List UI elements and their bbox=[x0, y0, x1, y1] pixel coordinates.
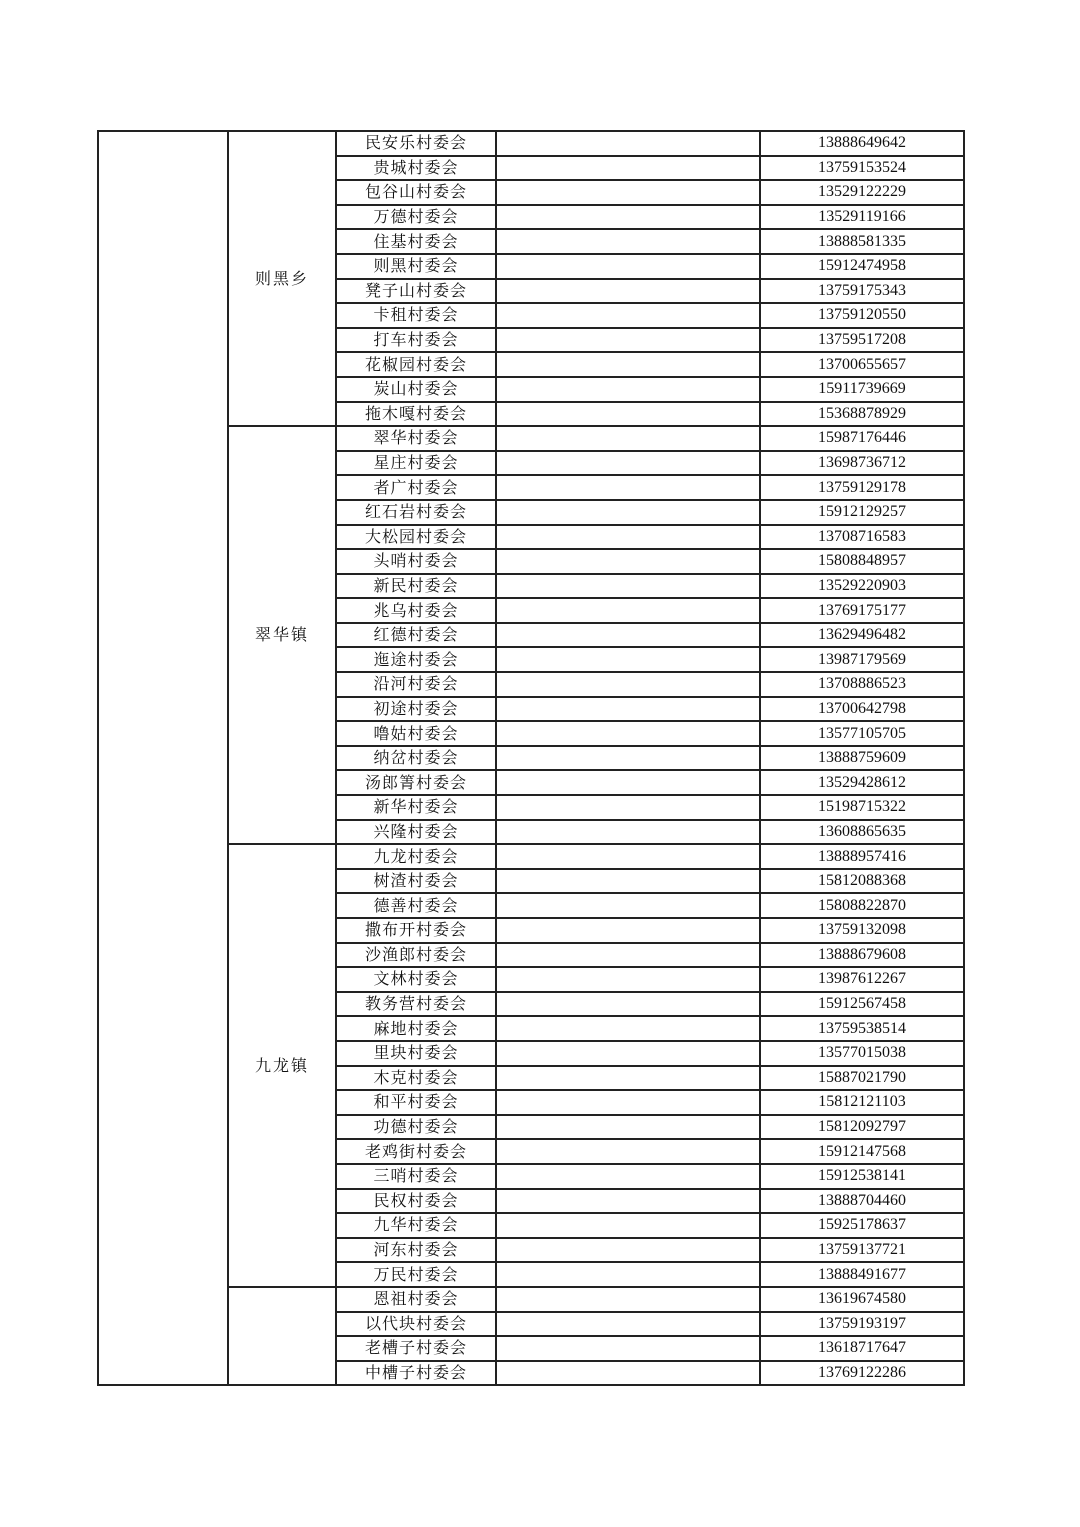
empty-cell bbox=[496, 1016, 760, 1041]
empty-cell bbox=[496, 1164, 760, 1189]
empty-cell bbox=[496, 1213, 760, 1238]
village-name-cell: 星庄村委会 bbox=[336, 451, 496, 476]
village-name-cell: 兆乌村委会 bbox=[336, 598, 496, 623]
phone-number-cell: 13888759609 bbox=[760, 746, 964, 771]
village-name-cell: 老槽子村委会 bbox=[336, 1336, 496, 1361]
village-name-cell: 树渣村委会 bbox=[336, 869, 496, 894]
village-name-cell: 文林村委会 bbox=[336, 967, 496, 992]
empty-cell bbox=[496, 549, 760, 574]
phone-number-cell: 13529428612 bbox=[760, 770, 964, 795]
phone-number-cell: 13759120550 bbox=[760, 303, 964, 328]
village-name-cell: 九华村委会 bbox=[336, 1213, 496, 1238]
empty-cell bbox=[496, 377, 760, 402]
village-name-cell: 包谷山村委会 bbox=[336, 180, 496, 205]
empty-cell bbox=[496, 623, 760, 648]
phone-number-cell: 13619674580 bbox=[760, 1287, 964, 1312]
phone-number-cell: 13629496482 bbox=[760, 623, 964, 648]
village-name-cell: 和平村委会 bbox=[336, 1090, 496, 1115]
township-cell: 则黑乡 bbox=[228, 131, 336, 426]
village-name-cell: 河东村委会 bbox=[336, 1238, 496, 1263]
phone-number-cell: 13759193197 bbox=[760, 1312, 964, 1337]
empty-cell bbox=[496, 795, 760, 820]
village-name-cell: 迤途村委会 bbox=[336, 647, 496, 672]
phone-number-cell: 13888957416 bbox=[760, 844, 964, 869]
village-name-cell: 三哨村委会 bbox=[336, 1164, 496, 1189]
village-contact-table bbox=[97, 130, 965, 1386]
empty-cell bbox=[496, 1090, 760, 1115]
phone-number-cell: 13888679608 bbox=[760, 943, 964, 968]
empty-cell bbox=[496, 352, 760, 377]
village-name-cell: 翠华村委会 bbox=[336, 426, 496, 451]
empty-cell bbox=[496, 1189, 760, 1214]
village-name-cell: 万民村委会 bbox=[336, 1262, 496, 1287]
phone-number-cell: 13759129178 bbox=[760, 475, 964, 500]
empty-cell bbox=[496, 1041, 760, 1066]
phone-number-cell: 15912567458 bbox=[760, 992, 964, 1017]
empty-cell bbox=[496, 1066, 760, 1091]
village-name-cell: 噜姑村委会 bbox=[336, 721, 496, 746]
empty-cell bbox=[496, 1262, 760, 1287]
village-name-cell: 九龙村委会 bbox=[336, 844, 496, 869]
phone-number-cell: 13759153524 bbox=[760, 156, 964, 181]
empty-cell bbox=[496, 229, 760, 254]
township-cell: 九龙镇 bbox=[228, 844, 336, 1287]
empty-cell bbox=[496, 574, 760, 599]
empty-cell bbox=[496, 918, 760, 943]
phone-number-cell: 13888649642 bbox=[760, 131, 964, 156]
phone-number-cell: 15912538141 bbox=[760, 1164, 964, 1189]
empty-cell bbox=[496, 402, 760, 427]
phone-number-cell: 13577105705 bbox=[760, 721, 964, 746]
village-name-cell: 恩祖村委会 bbox=[336, 1287, 496, 1312]
table-row bbox=[98, 844, 964, 869]
phone-number-cell: 15887021790 bbox=[760, 1066, 964, 1091]
empty-cell bbox=[496, 647, 760, 672]
village-name-cell: 沙渔郎村委会 bbox=[336, 943, 496, 968]
phone-number-cell: 13769175177 bbox=[760, 598, 964, 623]
phone-number-cell: 13700642798 bbox=[760, 697, 964, 722]
phone-number-cell: 13759175343 bbox=[760, 279, 964, 304]
empty-cell bbox=[496, 1336, 760, 1361]
phone-number-cell: 13529119166 bbox=[760, 205, 964, 230]
phone-number-cell: 13888491677 bbox=[760, 1262, 964, 1287]
empty-cell bbox=[496, 1238, 760, 1263]
empty-cell bbox=[496, 697, 760, 722]
empty-cell bbox=[496, 131, 760, 156]
phone-number-cell: 15812092797 bbox=[760, 1115, 964, 1140]
phone-number-cell: 13618717647 bbox=[760, 1336, 964, 1361]
empty-cell bbox=[496, 1115, 760, 1140]
village-name-cell: 汤郎箐村委会 bbox=[336, 770, 496, 795]
village-name-cell: 功德村委会 bbox=[336, 1115, 496, 1140]
village-name-cell: 麻地村委会 bbox=[336, 1016, 496, 1041]
phone-number-cell: 15812121103 bbox=[760, 1090, 964, 1115]
village-name-cell: 德善村委会 bbox=[336, 893, 496, 918]
empty-cell bbox=[496, 254, 760, 279]
phone-number-cell: 15912129257 bbox=[760, 500, 964, 525]
township-cell bbox=[228, 1287, 336, 1385]
village-name-cell: 纳岔村委会 bbox=[336, 746, 496, 771]
village-name-cell: 木克村委会 bbox=[336, 1066, 496, 1091]
village-name-cell: 新华村委会 bbox=[336, 795, 496, 820]
empty-cell bbox=[496, 1287, 760, 1312]
phone-number-cell: 13888581335 bbox=[760, 229, 964, 254]
phone-number-cell: 13888704460 bbox=[760, 1189, 964, 1214]
village-name-cell: 教务营村委会 bbox=[336, 992, 496, 1017]
village-name-cell: 民安乐村委会 bbox=[336, 131, 496, 156]
phone-number-cell: 15808848957 bbox=[760, 549, 964, 574]
village-name-cell: 贵城村委会 bbox=[336, 156, 496, 181]
phone-number-cell: 13759517208 bbox=[760, 328, 964, 353]
phone-number-cell: 15368878929 bbox=[760, 402, 964, 427]
village-name-cell: 卡租村委会 bbox=[336, 303, 496, 328]
empty-cell bbox=[496, 943, 760, 968]
village-name-cell: 头哨村委会 bbox=[336, 549, 496, 574]
phone-number-cell: 13759132098 bbox=[760, 918, 964, 943]
empty-cell bbox=[496, 180, 760, 205]
phone-number-cell: 15808822870 bbox=[760, 893, 964, 918]
village-name-cell: 拖木嘎村委会 bbox=[336, 402, 496, 427]
village-name-cell: 则黑村委会 bbox=[336, 254, 496, 279]
phone-number-cell: 13769122286 bbox=[760, 1361, 964, 1386]
village-name-cell: 红石岩村委会 bbox=[336, 500, 496, 525]
empty-cell bbox=[496, 279, 760, 304]
village-name-cell: 撒布开村委会 bbox=[336, 918, 496, 943]
village-name-cell: 新民村委会 bbox=[336, 574, 496, 599]
village-name-cell: 花椒园村委会 bbox=[336, 352, 496, 377]
empty-cell bbox=[496, 967, 760, 992]
phone-number-cell: 13529122229 bbox=[760, 180, 964, 205]
empty-cell bbox=[496, 893, 760, 918]
village-name-cell: 者广村委会 bbox=[336, 475, 496, 500]
phone-number-cell: 15912474958 bbox=[760, 254, 964, 279]
empty-cell bbox=[496, 869, 760, 894]
table-row bbox=[98, 426, 964, 451]
phone-number-cell: 15812088368 bbox=[760, 869, 964, 894]
phone-number-cell: 13759538514 bbox=[760, 1016, 964, 1041]
empty-cell bbox=[496, 156, 760, 181]
phone-number-cell: 13700655657 bbox=[760, 352, 964, 377]
phone-number-cell: 15987176446 bbox=[760, 426, 964, 451]
phone-number-cell: 13529220903 bbox=[760, 574, 964, 599]
phone-number-cell: 15911739669 bbox=[760, 377, 964, 402]
phone-number-cell: 13987612267 bbox=[760, 967, 964, 992]
empty-cell bbox=[496, 746, 760, 771]
phone-number-cell: 15198715322 bbox=[760, 795, 964, 820]
township-cell: 翠华镇 bbox=[228, 426, 336, 844]
village-name-cell: 以代块村委会 bbox=[336, 1312, 496, 1337]
village-name-cell: 住基村委会 bbox=[336, 229, 496, 254]
empty-cell bbox=[496, 303, 760, 328]
phone-number-cell: 13577015038 bbox=[760, 1041, 964, 1066]
phone-number-cell: 13759137721 bbox=[760, 1238, 964, 1263]
village-name-cell: 沿河村委会 bbox=[336, 672, 496, 697]
empty-cell bbox=[496, 1312, 760, 1337]
empty-cell bbox=[496, 721, 760, 746]
village-name-cell: 打车村委会 bbox=[336, 328, 496, 353]
phone-number-cell: 13608865635 bbox=[760, 820, 964, 845]
empty-cell bbox=[496, 451, 760, 476]
empty-cell bbox=[496, 205, 760, 230]
village-name-cell: 炭山村委会 bbox=[336, 377, 496, 402]
village-name-cell: 万德村委会 bbox=[336, 205, 496, 230]
empty-cell bbox=[496, 1139, 760, 1164]
table-body bbox=[98, 131, 964, 1385]
village-name-cell: 中槽子村委会 bbox=[336, 1361, 496, 1386]
empty-cell bbox=[496, 672, 760, 697]
village-name-cell: 大松园村委会 bbox=[336, 525, 496, 550]
empty-cell bbox=[496, 820, 760, 845]
village-name-cell: 兴隆村委会 bbox=[336, 820, 496, 845]
empty-cell bbox=[496, 328, 760, 353]
village-name-cell: 初途村委会 bbox=[336, 697, 496, 722]
phone-number-cell: 15912147568 bbox=[760, 1139, 964, 1164]
phone-number-cell: 15925178637 bbox=[760, 1213, 964, 1238]
village-name-cell: 红德村委会 bbox=[336, 623, 496, 648]
empty-cell bbox=[496, 598, 760, 623]
phone-number-cell: 13708716583 bbox=[760, 525, 964, 550]
empty-cell bbox=[496, 844, 760, 869]
phone-number-cell: 13698736712 bbox=[760, 451, 964, 476]
empty-cell bbox=[496, 426, 760, 451]
empty-cell bbox=[496, 525, 760, 550]
village-name-cell: 凳子山村委会 bbox=[336, 279, 496, 304]
table-row bbox=[98, 131, 964, 156]
village-name-cell: 里块村委会 bbox=[336, 1041, 496, 1066]
phone-number-cell: 13708886523 bbox=[760, 672, 964, 697]
empty-cell bbox=[496, 500, 760, 525]
empty-cell bbox=[496, 770, 760, 795]
village-name-cell: 民权村委会 bbox=[336, 1189, 496, 1214]
village-name-cell: 老鸡街村委会 bbox=[336, 1139, 496, 1164]
phone-number-cell: 13987179569 bbox=[760, 647, 964, 672]
empty-cell bbox=[496, 992, 760, 1017]
empty-cell bbox=[496, 475, 760, 500]
county-cell bbox=[98, 131, 228, 1385]
table-row bbox=[98, 1287, 964, 1312]
empty-cell bbox=[496, 1361, 760, 1386]
